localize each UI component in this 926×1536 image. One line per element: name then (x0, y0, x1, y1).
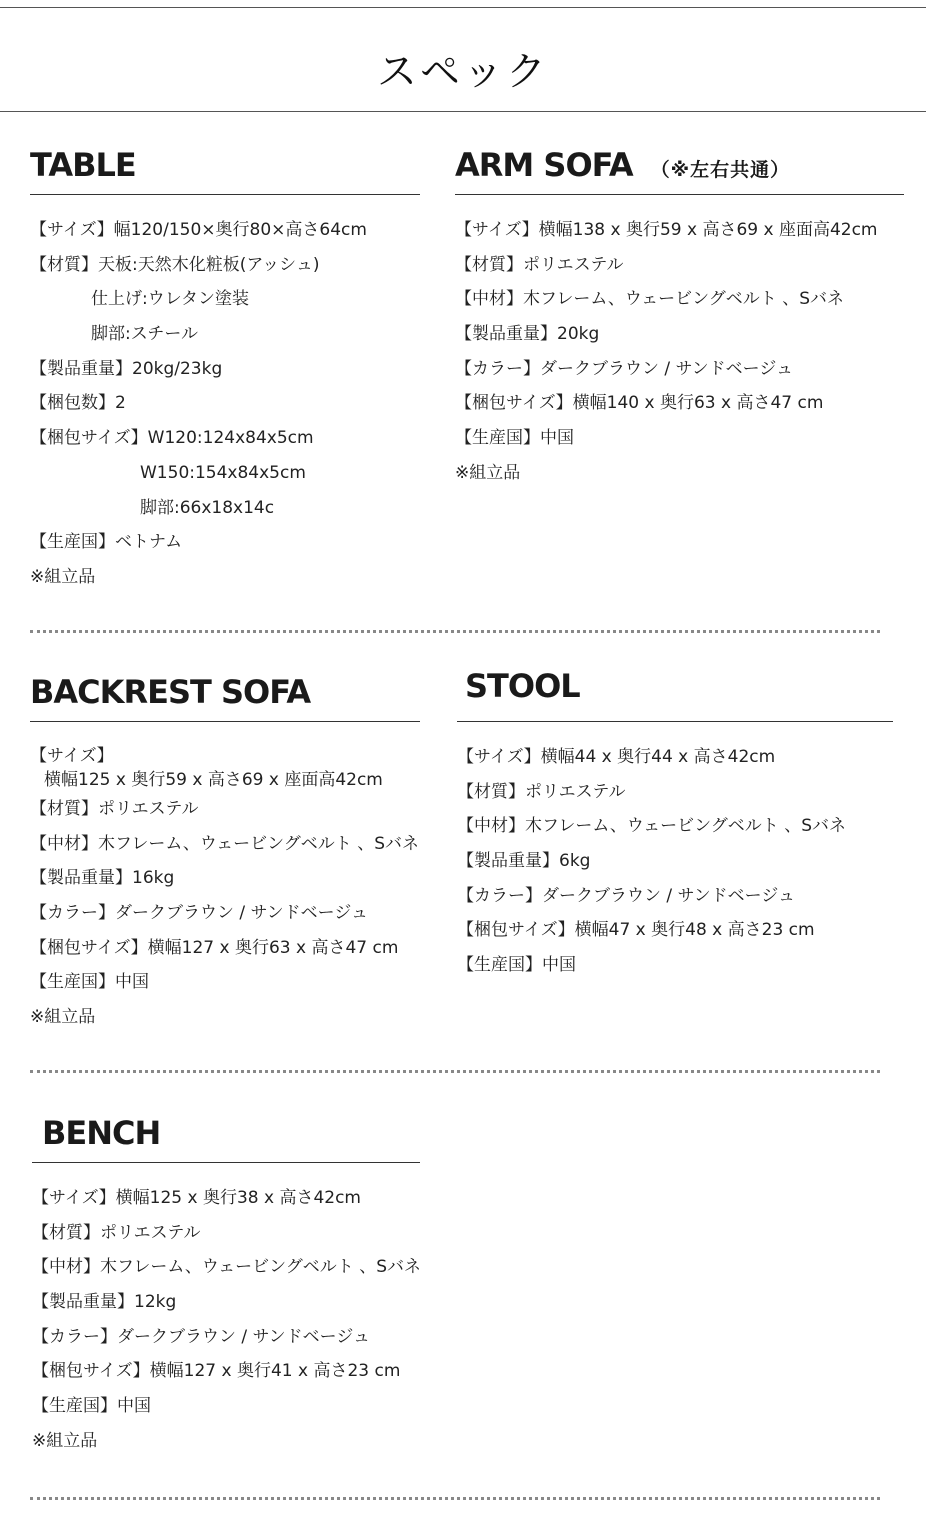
dotted-divider (30, 1070, 880, 1073)
spec-row: 【生産国】中国 (455, 428, 574, 449)
section-title-text: ARM SOFA (455, 146, 633, 184)
spec-row: 【サイズ】 (30, 746, 114, 766)
spec-row: 【生産国】中国 (30, 972, 149, 993)
spec-row: 【材質】天板:天然木化粧板(アッシュ) (30, 254, 320, 275)
spec-row: ※組立品 (455, 462, 521, 483)
section-title: TABLE (30, 146, 136, 184)
spec-row: W150:154x84x5cm (140, 462, 306, 483)
spec-row: 【材質】ポリエステル (455, 254, 624, 275)
spec-row: 【材質】ポリエステル (457, 781, 626, 802)
spec-list (455, 213, 904, 491)
spec-row: 【サイズ】横幅125 x 奥行38 x 高さ42cm (32, 1188, 361, 1208)
section-title (455, 146, 790, 184)
section-header (455, 134, 904, 195)
spec-row: 【カラー】ダークブラウン / サンドベージュ (457, 885, 796, 906)
spec-row: 【カラー】ダークブラウン / サンドベージュ (30, 903, 369, 924)
spec-row: 【梱包サイズ】横幅127 x 奥行63 x 高さ47 cm (30, 937, 399, 958)
spec-row: 【製品重量】20kg/23kg (30, 358, 223, 379)
title-divider (0, 111, 926, 112)
spec-row: 【生産国】中国 (32, 1396, 151, 1417)
spec-row: 【サイズ】横幅138 x 奥行59 x 高さ69 x 座面高42cm (455, 220, 878, 240)
section-bench (32, 1102, 420, 1459)
section-title: BACKREST SOFA (30, 673, 311, 711)
spec-row: 【梱包サイズ】横幅140 x 奥行63 x 高さ47 cm (455, 393, 824, 414)
section-table (30, 134, 420, 595)
spec-row: 【中材】木フレーム、ウェービングベルト 、Sバネ (455, 289, 845, 310)
spec-row: ※組立品 (30, 566, 96, 587)
spec-row: 【中材】木フレーム、ウェービングベルト 、Sバネ (32, 1257, 422, 1278)
spec-row: 脚部:66x18x14c (140, 497, 275, 518)
spec-row: 【生産国】中国 (457, 955, 576, 976)
spec-row: 脚部:スチール (91, 324, 199, 345)
section-header (457, 661, 893, 722)
section-header (30, 134, 420, 195)
spec-row: 【中材】木フレーム、ウェービングベルト 、Sバネ (457, 816, 847, 837)
spec-row: 【製品重量】6kg (457, 851, 591, 872)
dotted-divider (30, 630, 880, 633)
section-header (32, 1102, 420, 1163)
spec-list (457, 740, 893, 983)
section-arm-sofa (455, 134, 904, 491)
section-note: （※左右共通） (650, 159, 791, 181)
spec-row: 【製品重量】20kg (455, 324, 600, 345)
spec-row: 【製品重量】12kg (32, 1292, 177, 1313)
spec-row: 【材質】ポリエステル (30, 799, 199, 819)
spec-list (30, 744, 420, 1035)
spec-row: 【製品重量】16kg (30, 868, 175, 889)
spec-row: 【梱包数】2 (30, 393, 126, 414)
spec-row: 【カラー】ダークブラウン / サンドベージュ (455, 358, 794, 379)
spec-row: 【サイズ】幅120/150×奥行80×高さ64cm (30, 220, 367, 240)
spec-row: 【梱包サイズ】横幅47 x 奥行48 x 高さ23 cm (457, 920, 815, 941)
spec-row: 【梱包サイズ】W120:124x84x5cm (30, 428, 314, 449)
spec-row: 横幅125 x 奥行59 x 高さ69 x 座面高42cm (44, 770, 383, 790)
dotted-divider (30, 1497, 880, 1500)
spec-row: 【中材】木フレーム、ウェービングベルト 、Sバネ (30, 833, 420, 854)
spec-row: ※組立品 (32, 1430, 98, 1451)
section-backrest-sofa (30, 661, 420, 1035)
spec-row: 【サイズ】横幅44 x 奥行44 x 高さ42cm (457, 747, 776, 767)
page-title: スペック (377, 49, 549, 95)
spec-list (32, 1181, 420, 1459)
spec-row: 【カラー】ダークブラウン / サンドベージュ (32, 1326, 371, 1347)
spec-list (30, 213, 420, 595)
spec-row: 【材質】ポリエステル (32, 1222, 201, 1243)
spec-row: 仕上げ:ウレタン塗装 (91, 289, 250, 310)
section-title: STOOL (465, 667, 580, 705)
top-divider (0, 7, 926, 8)
section-stool (457, 661, 893, 983)
spec-row: ※組立品 (30, 1007, 96, 1028)
section-header (30, 661, 420, 722)
spec-row: 【梱包サイズ】横幅127 x 奥行41 x 高さ23 cm (32, 1361, 401, 1382)
section-title: BENCH (42, 1114, 161, 1152)
spec-row: 【生産国】ベトナム (30, 532, 183, 553)
